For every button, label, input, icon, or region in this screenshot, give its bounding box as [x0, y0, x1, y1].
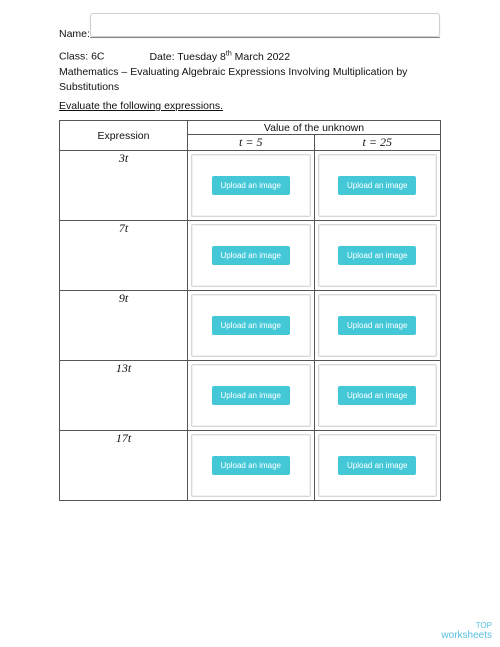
answer-cell — [188, 361, 315, 431]
instruction-text: Evaluate the following expressions. — [59, 100, 224, 112]
name-underline — [90, 37, 440, 38]
upload-image-button[interactable]: Upload an image — [212, 316, 290, 335]
date-prefix: Date: Tuesday 8 — [149, 50, 226, 63]
upload-dropzone[interactable] — [318, 294, 438, 357]
upload-image-button[interactable]: Upload an image — [338, 386, 416, 405]
upload-image-button[interactable]: Upload an image — [338, 246, 416, 265]
answer-cell — [188, 151, 315, 221]
answer-cell — [188, 291, 315, 361]
date-superscript: th — [225, 50, 232, 57]
logo-worksheets: worksheets — [441, 630, 492, 641]
answer-cell — [188, 221, 315, 291]
answer-cell — [188, 431, 315, 501]
t-value-header-1: t = 5 — [188, 135, 315, 151]
upload-image-button[interactable]: Upload an image — [338, 176, 416, 195]
upload-dropzone[interactable] — [318, 364, 438, 427]
expression-cell — [60, 221, 188, 291]
worksheet-table — [59, 120, 441, 501]
upload-dropzone[interactable] — [191, 294, 311, 357]
value-header: Value of the unknown — [188, 121, 441, 135]
upload-dropzone[interactable] — [318, 434, 438, 497]
date-suffix: March 2022 — [231, 50, 291, 63]
answer-cell — [314, 221, 441, 291]
expression-cell — [60, 151, 188, 221]
table-row — [60, 431, 441, 501]
upload-image-button[interactable]: Upload an image — [212, 386, 290, 405]
answer-cell — [314, 291, 441, 361]
upload-dropzone[interactable] — [191, 154, 311, 217]
upload-dropzone[interactable] — [318, 224, 438, 287]
subject-title: Mathematics – Evaluating Algebraic Expressions Involving Multiplication by Substitutions — [59, 66, 408, 93]
upload-dropzone[interactable] — [318, 154, 438, 217]
class-label: Class: 6C — [59, 50, 105, 63]
table-row — [60, 151, 441, 221]
table-row — [60, 291, 441, 361]
class-date-line — [59, 50, 290, 63]
upload-dropzone[interactable] — [191, 364, 311, 427]
expression-header: Expression — [60, 121, 188, 151]
logo-top: TOP — [475, 621, 492, 630]
expression-cell — [60, 361, 188, 431]
expression-cell — [60, 431, 188, 501]
expression-text: 7t — [118, 221, 129, 235]
expression-text: 17t — [115, 431, 132, 445]
t-value-header-2: t = 25 — [314, 135, 441, 151]
upload-image-button[interactable]: Upload an image — [338, 316, 416, 335]
answer-cell — [314, 431, 441, 501]
expression-text: 13t — [115, 361, 132, 375]
upload-image-button[interactable]: Upload an image — [212, 176, 290, 195]
upload-dropzone[interactable] — [191, 224, 311, 287]
answer-cell — [314, 151, 441, 221]
answer-cell — [314, 361, 441, 431]
upload-image-button[interactable]: Upload an image — [212, 246, 290, 265]
name-label: Name: — [59, 28, 90, 40]
table-row — [60, 221, 441, 291]
date-label — [149, 51, 290, 63]
topworksheets-logo — [441, 621, 492, 641]
expression-text: 9t — [118, 291, 129, 305]
table-row — [60, 361, 441, 431]
upload-image-button[interactable]: Upload an image — [338, 456, 416, 475]
upload-image-button[interactable]: Upload an image — [212, 456, 290, 475]
name-input[interactable] — [90, 13, 440, 37]
expression-text: 3t — [118, 151, 129, 165]
upload-dropzone[interactable] — [191, 434, 311, 497]
expression-cell — [60, 291, 188, 361]
